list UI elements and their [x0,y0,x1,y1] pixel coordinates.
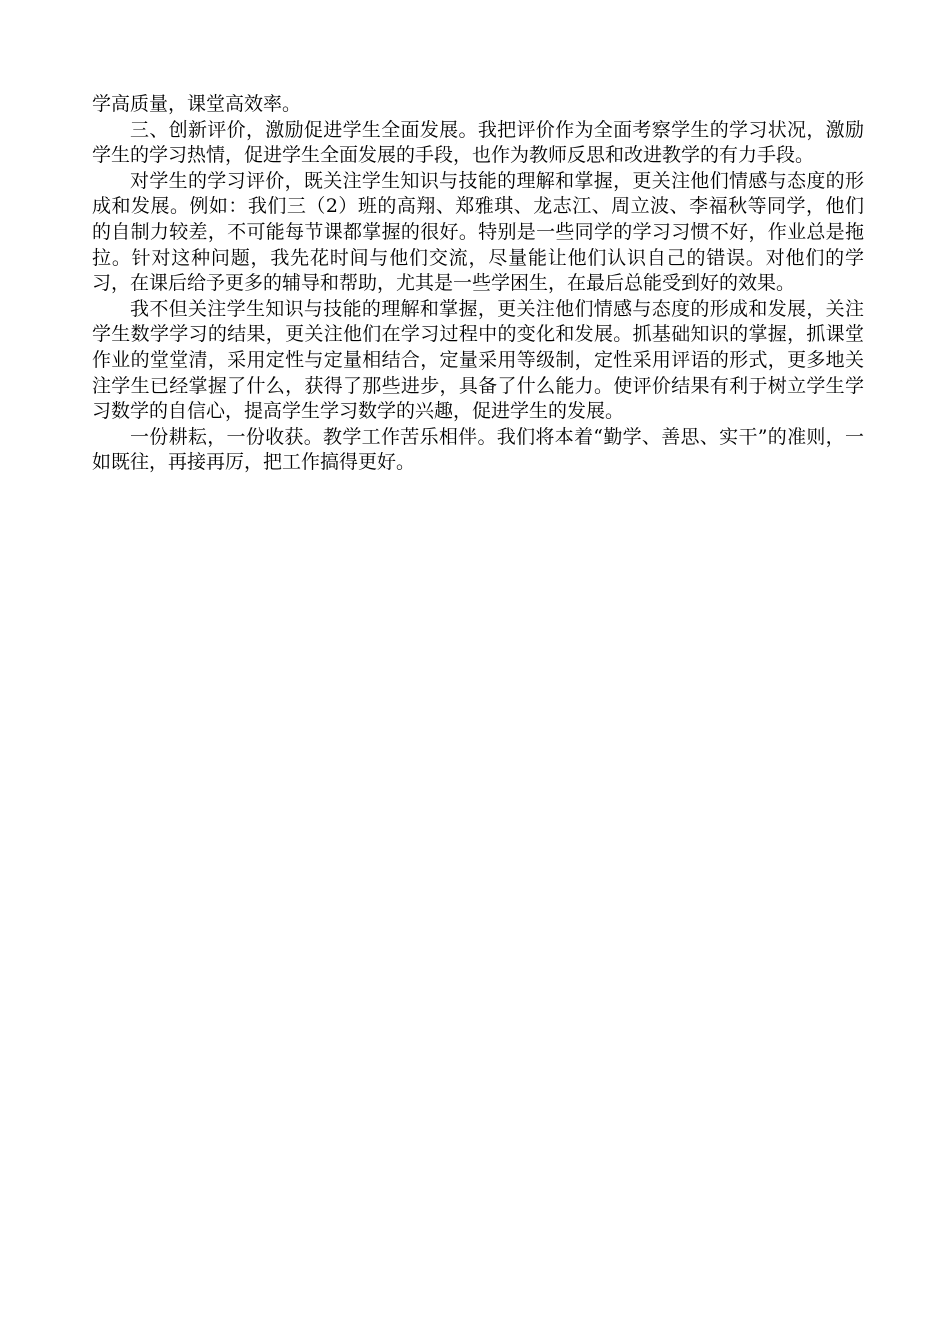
paragraph-focus-on-development: 我不但关注学生知识与技能的理解和掌握，更关注他们情感与态度的形成和发展，关注学生数学学习的结果，更关注他们在学习过程中的变化和发展。抓基础知识的掌握，抓课堂作业的堂堂清，采用定性与定量相结合，定量采用等级制，定性采用评语的形式，更多地关注学生已经掌握了什么，获得了那些进步，具备了什么能力。使评价结果有利于树立学生学习数学的自信心，提高学生学习数学的兴趣，促进学生的发展。 [92,297,864,423]
paragraph-student-assessment: 对学生的学习评价，既关注学生知识与技能的理解和掌握，更关注他们情感与态度的形成和发展。例如：我们三（2）班的高翔、郑雅琪、龙志江、周立波、李福秋等同学，他们的自制力较差，不可能每节课都掌握的很好。特别是一些同学的学习习惯不好，作业总是拖拉。针对这种问题，我先花时间与他们交流，尽量能让他们认识自己的错误。对他们的学习，在课后给予更多的辅导和帮助，尤其是一些学困生，在最后总能受到好的效果。 [92,169,864,295]
document-body [92,92,864,476]
paragraph-innovative-evaluation: 三、创新评价，激励促进学生全面发展。我把评价作为全面考察学生的学习状况，激励学生的学习热情，促进学生全面发展的手段，也作为教师反思和改进教学的有力手段。 [92,118,864,167]
paragraph-continuation: 学高质量，课堂高效率。 [92,93,302,115]
paragraph-conclusion: 一份耕耘，一份收获。教学工作苦乐相伴。我们将本着“勤学、善思、实干”的准则，一如既往，再接再厉，把工作搞得更好。 [92,425,864,474]
